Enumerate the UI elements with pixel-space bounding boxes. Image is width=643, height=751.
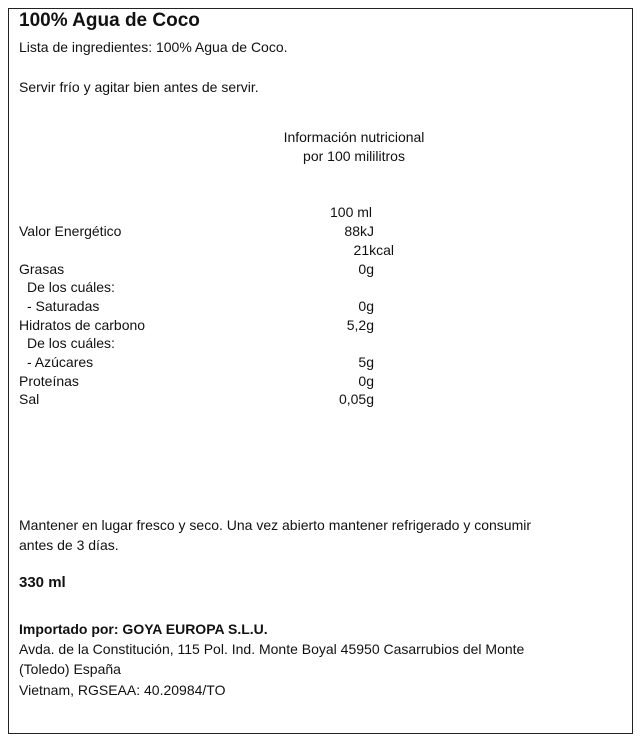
nutrition-value-fat: 0g — [358, 261, 374, 277]
nutrition-label-sugars: - Azúcares — [27, 354, 94, 370]
volume-text: 330 ml — [19, 574, 66, 591]
nutrition-value-carbs: 5,2g — [346, 317, 374, 333]
nutrition-value-energy-kcal: 21kcal — [353, 242, 394, 258]
nutrition-column-header: 100 ml — [330, 204, 373, 220]
nutrition-label-energy: Valor Energético — [19, 223, 122, 239]
nutrition-label-of-which-1: De los cuáles: — [27, 279, 115, 295]
nutrition-value-protein: 0g — [358, 373, 374, 389]
nutrition-label-salt: Sal — [19, 391, 40, 407]
serving-note: Servir frío y agitar bien antes de servir. — [19, 79, 259, 95]
nutrition-header-line1: Información nutricional — [283, 129, 425, 145]
nutrition-label-carbs: Hidratos de carbono — [19, 317, 146, 333]
nutrition-label-fat: Grasas — [19, 261, 65, 277]
nutrition-label-protein: Proteínas — [19, 373, 79, 389]
origin-registry: Vietnam, RGSEAA: 40.20984/TO — [19, 682, 226, 698]
storage-line1: Mantener en lugar fresco y seco. Una vez abierto mantener refrigerado y consumir — [19, 517, 532, 533]
importer-heading: Importado por: GOYA EUROPA S.L.U. — [19, 621, 268, 637]
nutrition-value-sugars: 5g — [358, 354, 374, 370]
storage-line2: antes de 3 días. — [19, 537, 119, 553]
importer-address-line2: (Toledo) España — [19, 661, 121, 677]
product-title: 100% Agua de Coco — [19, 10, 200, 31]
ingredients-text: Lista de ingredientes: 100% Agua de Coco. — [19, 39, 288, 55]
nutrition-value-salt: 0,05g — [338, 391, 374, 407]
nutrition-value-saturated: 0g — [358, 298, 374, 314]
nutrition-label-of-which-2: De los cuáles: — [27, 335, 115, 351]
nutrition-value-energy-kj: 88kJ — [344, 223, 374, 239]
nutrition-label-saturated: - Saturadas — [27, 298, 100, 314]
nutrition-header-line2: por 100 mililitros — [303, 148, 405, 164]
importer-address-line1: Avda. de la Constitución, 115 Pol. Ind. Monte Boyal 45950 Casarrubios del Monte — [19, 641, 525, 657]
